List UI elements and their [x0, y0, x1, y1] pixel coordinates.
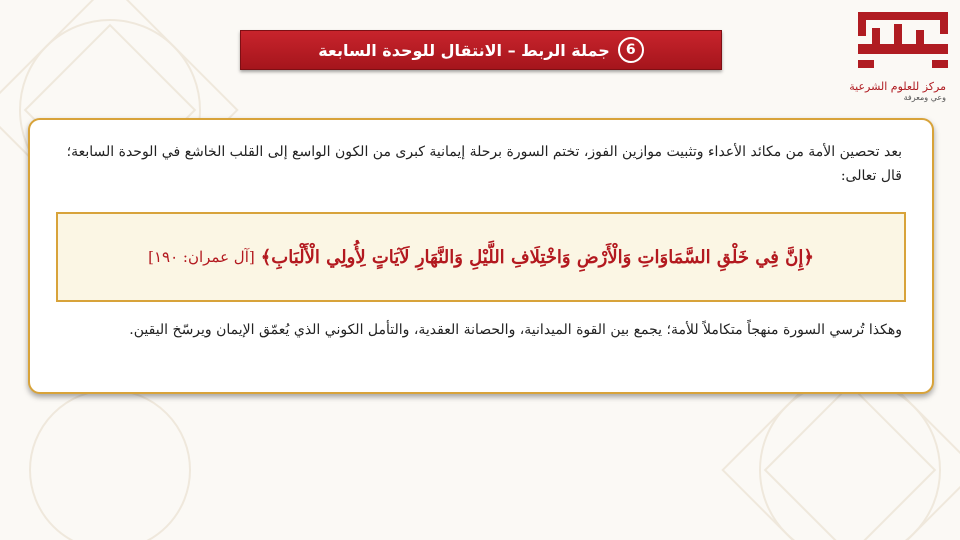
intro-paragraph: بعد تحصين الأمة من مكائد الأعداء وتثبيت موازين الفوز، تختم السورة برحلة إيمانية كبرى من الكون الواسع إلى القلب الخاشع في الوحدة السابعة؛ قال تعالى: — [66, 144, 902, 184]
section-title-banner — [240, 30, 722, 70]
section-number-badge: 6 — [618, 37, 644, 63]
verse-reference: [آل عمران: ١٩٠] — [148, 248, 255, 266]
section-title: جملة الربط – الانتقال للوحدة السابعة — [318, 40, 610, 60]
logo-subtitle: مركز للعلوم الشرعية — [849, 80, 946, 93]
verse-box — [56, 212, 906, 302]
content-card — [28, 118, 934, 394]
brand-logo — [848, 8, 954, 102]
logo-tagline: وعي ومعرفة — [903, 93, 946, 102]
quran-verse: ﴿إِنَّ فِي خَلْقِ السَّمَاوَاتِ وَالْأَرْضِ وَاخْتِلَافِ اللَّيْلِ وَالنَّهَارِ لَآيَاتٍ لِأُولِي الْأَلْبَابِ﴾ — [260, 246, 814, 268]
conclusion-paragraph: وهكذا تُرسي السورة منهجاً متكاملاً للأمة؛ يجمع بين القوة الميدانية، والحصانة العقدية، والتأمل الكوني الذي يُعمّق الإيمان ويرسّخ اليقين. — [129, 322, 902, 338]
logo-mark-icon — [848, 8, 954, 78]
